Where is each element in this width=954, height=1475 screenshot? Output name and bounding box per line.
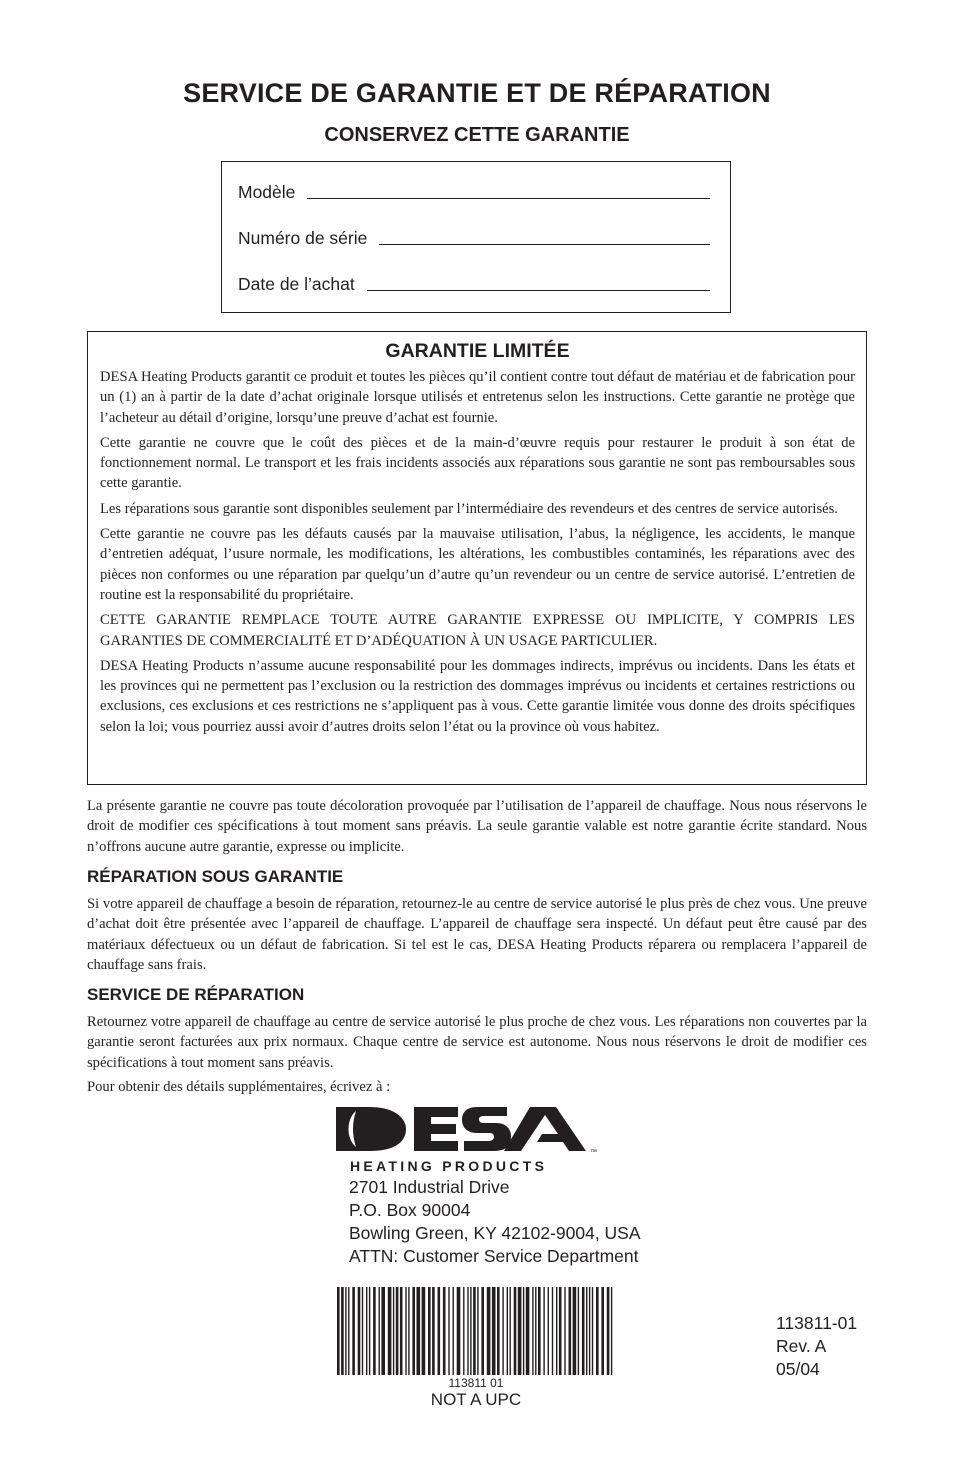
logo-tagline: HEATING PRODUCTS [350, 1158, 548, 1174]
purchase-record-box [221, 161, 731, 313]
barcode-bar [358, 1287, 361, 1375]
barcode-bar [535, 1287, 536, 1375]
barcode-bar [412, 1287, 415, 1375]
desa-logo [334, 1105, 604, 1175]
barcode-bar [422, 1287, 426, 1375]
barcode-bar [538, 1287, 541, 1375]
address-line: 2701 Industrial Drive [349, 1177, 510, 1197]
warranty-repair-heading: RÉPARATION SOUS GARANTIE [87, 867, 344, 886]
barcode-bar [526, 1287, 530, 1375]
warranty-paragraph: Cette garantie ne couvre que le coût des pièces et de la main-d’œuvre requis pour restaurer le produit à son état de fonctionnement normal. Le transport et les frais incidents associés aux réparations sous garantie ne sont pas remboursables sous cette garantie. [100, 434, 855, 492]
address-line: ATTN: Customer Service Department [349, 1246, 639, 1266]
barcode-bar [432, 1287, 435, 1375]
serial-field[interactable] [379, 244, 710, 245]
barcode-bar [543, 1287, 544, 1375]
trademark-mark: ™ [590, 1149, 597, 1156]
barcode-bar [463, 1287, 464, 1375]
barcode-bar [573, 1287, 577, 1375]
page-title: SERVICE DE GARANTIE ET DE RÉPARATION [183, 78, 771, 108]
barcode-bar [502, 1287, 503, 1375]
barcode-bar [548, 1287, 549, 1375]
warranty-repair-text: Si votre appareil de chauffage a besoin de réparation, retournez-le au centre de service autorisé le plus près de chez vous. Une preuve d’achat doit être présentée avec l’appareil de chauffage. L’appareil de chauffage sera inspecté. Un défaut peut être causé par des matériaux défectueux ou un défaut de fabrication. Si tel est le cas, DESA Heating Products réparera ou remplacera l’appareil de chauffage sans frais. [87, 896, 867, 973]
barcode-bar [408, 1287, 409, 1375]
barcode-bar [428, 1287, 431, 1375]
barcode-bar [448, 1287, 449, 1375]
barcode-bar [381, 1287, 385, 1375]
barcode-bar [388, 1287, 392, 1375]
barcode-bar [400, 1287, 403, 1375]
part-number: 113811-01 [776, 1313, 858, 1333]
barcode-bar [366, 1287, 367, 1375]
page-subtitle: CONSERVEZ CETTE GARANTIE [324, 124, 630, 146]
barcode-bar [352, 1287, 355, 1375]
barcode-bar [611, 1287, 612, 1375]
barcode-bar [373, 1287, 376, 1375]
model-field[interactable] [307, 198, 710, 199]
serial-row [238, 228, 710, 249]
barcode-bar [393, 1287, 394, 1375]
revision: Rev. A [776, 1336, 827, 1356]
barcode-bar [556, 1287, 557, 1375]
barcode-bar [514, 1287, 517, 1375]
purchase-date-label: Date de l’achat [238, 274, 355, 294]
limited-warranty-box [87, 331, 867, 785]
barcode-bar [523, 1287, 524, 1375]
barcode-bar [341, 1287, 344, 1375]
contact-intro: Pour obtenir des détails supplémentaires, écrivez à : [87, 1079, 391, 1095]
warranty-paragraph: CETTE GARANTIE REMPLACE TOUTE AUTRE GARANTIE EXPRESSE OU IMPLICITE, Y COMPRIS LES GARANTIES DE COMMERCIALITÉ ET D’ADÉQUATION À UN USAGE PARTICULIER. [100, 612, 855, 649]
barcode-bar [379, 1287, 380, 1375]
warranty-paragraph: Les réparations sous garantie sont disponibles seulement par l’intermédiaire des revendeurs et des centres de service autorisés. [100, 500, 838, 517]
serial-label: Numéro de série [238, 228, 368, 248]
barcode-bar [369, 1287, 370, 1375]
barcode-bar [510, 1287, 511, 1375]
barcode-bar [586, 1287, 587, 1375]
barcode-bar [601, 1287, 604, 1375]
barcode-caption: NOT A UPC [430, 1390, 522, 1409]
barcode-bar [578, 1287, 579, 1375]
barcode-bar [497, 1287, 500, 1375]
barcode-bar [337, 1287, 340, 1375]
mailing-address [349, 1176, 641, 1268]
barcode-number: 113811 01 [448, 1376, 504, 1390]
limited-warranty-heading: GARANTIE LIMITÉE [385, 340, 570, 362]
barcode-bar [443, 1287, 446, 1375]
discoloration-note: La présente garantie ne couvre pas toute décoloration provoquée par l’utilisation de l’appareil de chauffage. Nous nous réservons le droit de modifier ces spécifications à tout moment sans préavis. La seule garantie valable est notre garantie écrite standard. Nous n’offrons aucune autre garantie, expresse ou implicite. [87, 798, 867, 855]
barcode-bar [518, 1287, 522, 1375]
barcode-bar [453, 1287, 454, 1375]
barcode-bar [348, 1287, 349, 1375]
barcode-image [337, 1287, 615, 1375]
barcode-bar [532, 1287, 533, 1375]
barcode-bar [564, 1287, 565, 1375]
barcode-bar [438, 1287, 441, 1375]
warranty-paragraph: Cette garantie ne couvre pas les défauts causés par la mauvaise utilisation, l’abus, la négligence, les accidents, le manque d’entretien adéquat, l’usure normale, les modifications, les altérations, les combustibles contaminés, les réparations avec des pièces non conformes ou une réparation par quelqu’un d’autre qu’un revendeur ou un centre de service autorisé. L’entretien de routine est la responsabilité du propriétaire. [100, 526, 855, 603]
barcode-bar [596, 1287, 599, 1375]
model-row [238, 182, 710, 203]
warranty-paragraph: DESA Heating Products garantit ce produit et toutes les pièces qu’il contient contre tout défaut de matériau et de fabrication pour un (1) an à partir de la date d’achat originale lorsque utilisés et entretenus selon les instructions. Cette garantie ne protège que l’acheteur au détail d’origine, lorsqu’une preuve d’achat est fournie. [100, 369, 855, 426]
barcode-bar [569, 1287, 572, 1375]
barcode-bar [405, 1287, 406, 1375]
barcode-bar [592, 1287, 593, 1375]
desa-wordmark [336, 1107, 586, 1151]
barcode-bar [470, 1287, 471, 1375]
barcode-bar [607, 1287, 610, 1375]
barcode-bar [417, 1287, 421, 1375]
purchase-date-row [238, 274, 710, 295]
barcode-bar [473, 1287, 476, 1375]
barcode-bar [589, 1287, 590, 1375]
repair-service-heading: SERVICE DE RÉPARATION [87, 985, 305, 1004]
document-date: 05/04 [776, 1359, 820, 1379]
barcode-bar [487, 1287, 491, 1375]
barcode-bar [477, 1287, 478, 1375]
barcode-bar [507, 1287, 508, 1375]
barcode-bar [481, 1287, 484, 1375]
document-info [776, 1312, 857, 1381]
address-line: Bowling Green, KY 42102-9004, USA [349, 1223, 641, 1243]
repair-service-text: Retournez votre appareil de chauffage au centre de service autorisé le plus proche de chez vous. Les réparations non couvertes par la garantie seront facturées aux prix normaux. Chaque centre de service est autonome. Nous nous réservons le droit de modifier ces spécifications à tout moment sans préavis. [87, 1014, 867, 1071]
barcode-bar [559, 1287, 562, 1375]
barcode-bar [362, 1287, 363, 1375]
barcode-bar [467, 1287, 468, 1375]
barcode-bar [396, 1287, 399, 1375]
address-line: P.O. Box 90004 [349, 1200, 471, 1220]
model-label: Modèle [238, 182, 296, 202]
barcode-bar [457, 1287, 461, 1375]
barcode-bar [345, 1287, 346, 1375]
purchase-date-field[interactable] [367, 290, 710, 291]
warranty-paragraph: DESA Heating Products n’assume aucune responsabilité pour les dommages indirects, imprévus ou incidents. Dans les états et les provinces qui ne permettent pas l’exclusion ou la restriction des dommages imprévus ou incidents et certaines restrictions ou exclusions, ces exclusions et ces restrictions ne s’appliquent pas à vous. Cette garantie limitée vous donne des droits spécifiques selon la loi; vous pourriez aussi avoir d’autres droits selon l’état ou la province où vous habitez. [100, 657, 855, 735]
barcode-bar [552, 1287, 553, 1375]
barcode-bar [582, 1287, 585, 1375]
barcode-bar [492, 1287, 496, 1375]
